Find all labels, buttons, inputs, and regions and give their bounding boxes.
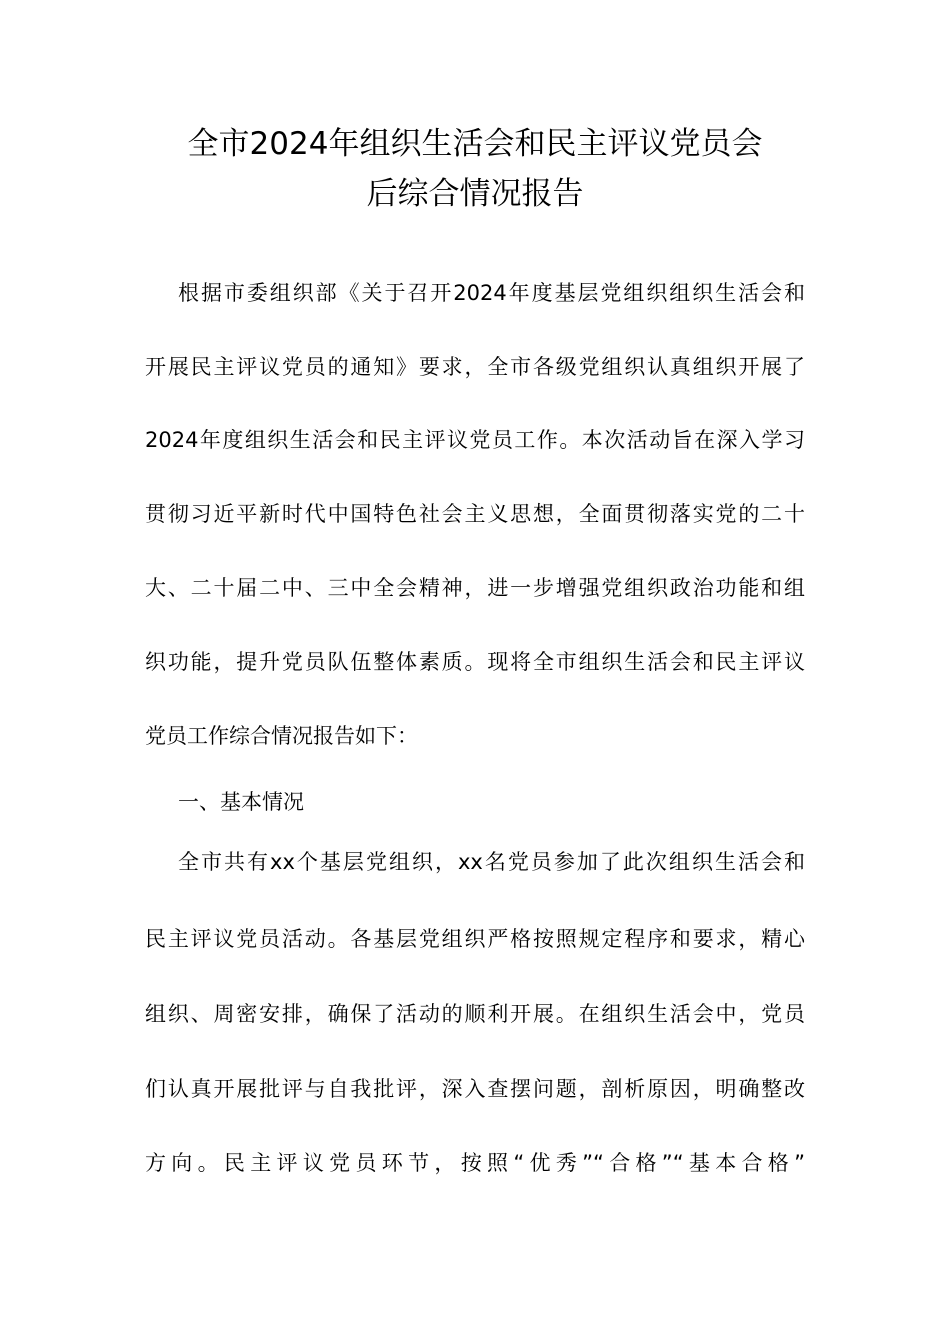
document-title-line-1: 全市2024年组织生活会和民主评议党员会 <box>187 126 763 162</box>
paragraph-line: 全市共有xx个基层党组织，xx名党员参加了此次组织生活会和 <box>178 850 805 874</box>
paragraph-line: 贯彻习近平新时代中国特色社会主义思想，全面贯彻落实党的二十 <box>145 502 805 526</box>
section-heading: 一、基本情况 <box>178 790 304 814</box>
paragraph-line: 党员工作综合情况报告如下： <box>145 724 418 748</box>
paragraph-line: 方向。民主评议党员环节，按照“优秀”“合格”“基本合格” <box>145 1151 805 1175</box>
document-title-line-2: 后综合情况报告 <box>366 176 584 212</box>
paragraph-line: 民主评议党员活动。各基层党组织严格按照规定程序和要求，精心 <box>145 927 805 951</box>
paragraph-line: 组织、周密安排，确保了活动的顺利开展。在组织生活会中，党员 <box>145 1002 805 1026</box>
paragraph-line: 开展民主评议党员的通知》要求，全市各级党组织认真组织开展了 <box>145 355 805 379</box>
paragraph-line: 大、二十届二中、三中全会精神，进一步增强党组织政治功能和组 <box>145 576 805 600</box>
paragraph-line: 织功能，提升党员队伍整体素质。现将全市组织生活会和民主评议 <box>145 650 805 674</box>
paragraph-line: 们认真开展批评与自我批评，深入查摆问题，剖析原因，明确整改 <box>145 1077 805 1101</box>
paragraph-line: 根据市委组织部《关于召开2024年度基层党组织组织生活会和 <box>178 281 805 305</box>
paragraph-line: 2024年度组织生活会和民主评议党员工作。本次活动旨在深入学习 <box>145 428 805 452</box>
